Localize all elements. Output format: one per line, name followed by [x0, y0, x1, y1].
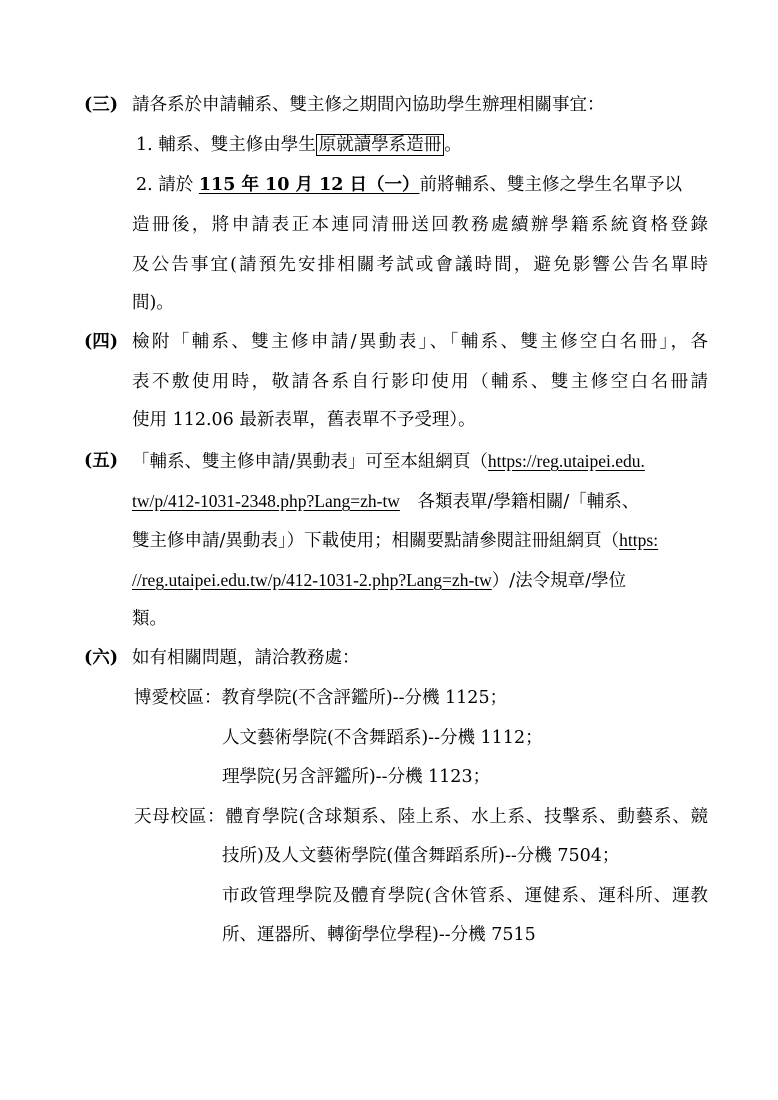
item-1-prefix: 1. 輔系、雙主修由學生	[136, 135, 316, 155]
section-5-text-2: 各類表單/學籍相關/「輔系、	[399, 492, 640, 512]
section-5-text-1: 「輔系、雙主修申請/異動表」可至本組網頁（	[132, 452, 488, 472]
boai-campus-line-2: 人文藝術學院(不含舞蹈系)--分機 1112；	[222, 728, 543, 748]
section-3-item-2-line-4: 間)。	[132, 293, 174, 313]
section-4-line-2: 表不敷使用時，敬請各系自行影印使用（輔系、雙主修空白名冊請	[132, 372, 708, 392]
section-3-item-2-line-1	[136, 170, 708, 200]
section-5-line-5: 類。	[132, 609, 167, 629]
tianmu-campus-line-3: 市政管理學院及體育學院(含休管系、運健系、運科所、運教	[222, 886, 708, 906]
registry-rules-link-part-1[interactable]: https:	[619, 530, 659, 550]
section-5-number: (五)	[84, 451, 119, 471]
section-5-line-3	[132, 525, 708, 555]
item-2-suffix: 前將輔系、雙主修之學生名單予以	[419, 175, 683, 195]
registry-rules-link-part-2[interactable]: //reg.utaipei.edu.tw/p/412-1031-2.php?Lang=zh-tw	[132, 570, 492, 590]
section-4-line-3: 使用 112.06 最新表單，舊表單不予受理）。	[132, 410, 476, 430]
section-3-item-2-line-3: 及公告事宜(請預先安排相關考試或會議時間，避免影響公告名單時	[132, 255, 708, 275]
section-5-text-3: 雙主修申請/異動表」）下載使用；相關要點請參閱註冊組網頁（	[132, 531, 620, 551]
section-4-line-1: 檢附「輔系、雙主修申請/異動表」、「輔系、雙主修空白名冊」，各	[132, 332, 708, 352]
section-5-line-1	[132, 446, 708, 476]
tianmu-campus-line-1: 天母校區：體育學院(含球類系、陸上系、水上系、技擊系、動藝系、競	[134, 807, 708, 827]
section-3-item-1	[136, 130, 708, 160]
registry-forms-link-part-1[interactable]: https://reg.utaipei.edu.	[487, 451, 645, 471]
section-6-number: (六)	[84, 648, 119, 668]
section-3-number: (三)	[84, 95, 119, 115]
section-5-line-2	[132, 486, 708, 516]
section-5-text-4: ）/法令規章/學位	[491, 571, 627, 591]
item-1-boxed-text: 原就讀學系造冊	[316, 134, 445, 156]
item-2-prefix: 2. 請於	[136, 175, 194, 195]
section-3-intro: 請各系於申請輔系、雙主修之期間內協助學生辦理相關事宜：	[132, 95, 605, 115]
tianmu-campus-line-4: 所、運器所、轉銜學位學程)--分機 7515	[222, 925, 536, 945]
item-2-deadline-date: 115 年 10 月 12 日（一）	[198, 175, 420, 195]
boai-campus-line-3: 理學院(另含評鑑所)--分機 1123；	[222, 767, 491, 787]
section-5-line-4	[132, 565, 708, 595]
boai-campus-line-1: 博愛校區：教育學院(不含評鑑所)--分機 1125；	[134, 688, 508, 708]
section-4-number: (四)	[84, 332, 119, 352]
registry-forms-link-part-2[interactable]: tw/p/412-1031-2348.php?Lang=zh-tw	[132, 491, 400, 511]
item-1-suffix: 。	[444, 135, 462, 155]
section-6-intro: 如有相關問題，請洽教務處：	[132, 648, 360, 668]
tianmu-campus-line-2: 技所)及人文藝術學院(僅含舞蹈系所)--分機 7504；	[222, 846, 620, 866]
section-3-item-2-line-2: 造冊後，將申請表正本連同清冊送回教務處續辦學籍系統資格登錄	[132, 215, 708, 235]
